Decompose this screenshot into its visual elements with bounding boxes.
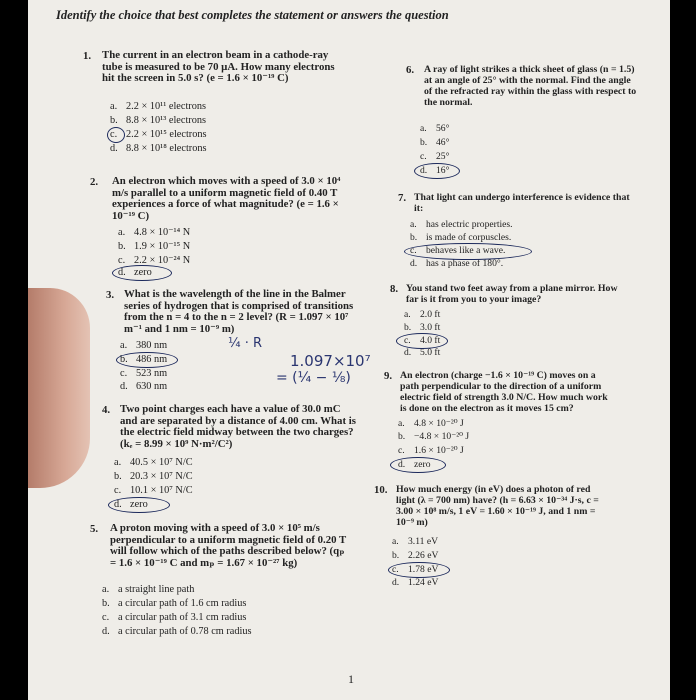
option-a[interactable]: a. 3.11 eV bbox=[392, 536, 439, 547]
option-a[interactable]: a. 56° bbox=[420, 123, 450, 134]
question-3-text: What is the wavelength of the line in the Balmer series of hydrogen that is comprised of transitions from the n = 4 to the n = 2 level? (R = 1.097 × 10⁷ m⁻¹ and 1 nm = 10⁻⁹ m) bbox=[124, 288, 354, 335]
option-c[interactable]: c. 4.0 ft bbox=[404, 335, 441, 346]
option-d[interactable]: d. 5.0 ft bbox=[404, 347, 441, 358]
option-a[interactable]: a. 2.2 × 10¹¹ electrons bbox=[110, 101, 207, 112]
option-b[interactable]: b. −4.8 × 10⁻²⁰ J bbox=[398, 431, 470, 442]
option-a[interactable]: a. a straight line path bbox=[102, 584, 195, 595]
option-d[interactable]: d. 1.24 eV bbox=[392, 577, 439, 588]
question-7-text: That light can undergo interference is evidence that it: bbox=[414, 192, 630, 214]
option-b[interactable]: b. 46° bbox=[420, 137, 450, 148]
option-d[interactable]: d. zero bbox=[114, 499, 148, 510]
question-number: 9. bbox=[384, 370, 393, 382]
option-a[interactable]: a. 40.5 × 10⁷ N/C bbox=[114, 457, 193, 468]
option-d[interactable]: d. a circular path of 0.78 cm radius bbox=[102, 626, 252, 637]
page-number: 1 bbox=[348, 672, 354, 686]
answer-circle-mark bbox=[404, 243, 532, 260]
question-number: 7. bbox=[398, 192, 407, 204]
question-number: 2. bbox=[90, 176, 99, 188]
option-a[interactable]: a. 2.0 ft bbox=[404, 309, 441, 320]
option-c[interactable]: c. 1.78 eV bbox=[392, 564, 439, 575]
option-b[interactable]: b. 20.3 × 10⁷ N/C bbox=[114, 471, 193, 482]
option-a[interactable]: a. 4.8 × 10⁻¹⁴ N bbox=[118, 227, 191, 238]
option-c[interactable]: c. 10.1 × 10⁷ N/C bbox=[114, 485, 193, 496]
option-c[interactable]: c. behaves like a wave. bbox=[410, 245, 506, 256]
option-c[interactable]: c. 25° bbox=[420, 151, 450, 162]
option-a[interactable]: a. 380 nm bbox=[120, 340, 168, 351]
question-6-text: A ray of light strikes a thick sheet of glass (n = 1.5) at an angle of 25° with the normal. Find the angle of the refracted ray within the glass with respect to the normal. bbox=[424, 64, 637, 108]
answer-circle-mark bbox=[414, 163, 460, 179]
option-c[interactable]: c. 1.6 × 10⁻²⁰ J bbox=[398, 445, 464, 456]
handwritten-note: 1.097×10⁷ bbox=[290, 352, 371, 370]
option-c[interactable]: c. 2.2 × 10¹⁵ electrons bbox=[110, 129, 207, 140]
option-b[interactable]: b. is made of corpuscles. bbox=[410, 232, 512, 243]
option-b[interactable]: b. 8.8 × 10¹³ electrons bbox=[110, 115, 207, 126]
option-a[interactable]: a. has electric properties. bbox=[410, 219, 513, 230]
option-c[interactable]: c. 2.2 × 10⁻²⁴ N bbox=[118, 255, 191, 266]
option-c[interactable]: c. a circular path of 3.1 cm radius bbox=[102, 612, 247, 623]
answer-circle-mark bbox=[388, 562, 450, 578]
page-title: Identify the choice that best completes the statement or answers the question bbox=[56, 8, 449, 22]
question-2-text: An electron which moves with a speed of 3.0 × 10⁴ m/s parallel to a uniform magnetic field of 0.40 T experiences a force of what magnitude? (e = 1.6 × 10⁻¹⁹ C) bbox=[112, 175, 341, 222]
question-8-text: You stand two feet away from a plane mirror. How far is it from you to your image? bbox=[406, 283, 618, 305]
question-number: 3. bbox=[106, 289, 115, 301]
option-b[interactable]: b. 3.0 ft bbox=[404, 322, 441, 333]
question-number: 6. bbox=[406, 64, 415, 76]
handwritten-note: ¼ · R bbox=[228, 336, 263, 351]
answer-circle-mark bbox=[112, 265, 172, 281]
option-d[interactable]: d. has a phase of 180°. bbox=[410, 258, 504, 269]
question-number: 8. bbox=[390, 283, 399, 295]
handwritten-note: = (¼ − ⅛) bbox=[276, 370, 351, 386]
option-c[interactable]: c. 523 nm bbox=[120, 368, 168, 379]
question-10-text: How much energy (in eV) does a photon of red light (λ = 700 nm) have? (h = 6.63 × 10⁻³⁴ J·s, c = 3.00 × 10⁸ m/s, 1 eV = 1.60 × 10⁻¹⁹ J, and 1 nm = 10⁻⁹ m) bbox=[396, 484, 599, 528]
answer-circle-mark bbox=[108, 497, 170, 513]
option-b[interactable]: b. a circular path of 1.6 cm radius bbox=[102, 598, 247, 609]
answer-circle-mark bbox=[116, 352, 178, 368]
question-number: 10. bbox=[374, 484, 388, 496]
option-d[interactable]: d. 630 nm bbox=[120, 381, 168, 392]
question-1-text: The current in an electron beam in a cathode-ray tube is measured to be 70 µA. How many electrons hit the screen in 5.0 s? (e = 1.6 × 10⁻¹⁹ C) bbox=[102, 49, 335, 85]
option-d[interactable]: d. 16° bbox=[420, 165, 450, 176]
option-b[interactable]: b. 486 nm bbox=[120, 354, 168, 365]
question-5-text: A proton moving with a speed of 3.0 × 10⁵ m/s perpendicular to a uniform magnetic field of 0.20 T will follow which of the paths described below? (qₚ = 1.6 × 10⁻¹⁹ C and mₚ = 1.67 × 10⁻²⁷ kg) bbox=[110, 522, 347, 569]
worksheet-page bbox=[28, 0, 670, 700]
question-number: 1. bbox=[83, 50, 92, 62]
question-4-text: Two point charges each have a value of 30.0 mC and are separated by a distance of 4.00 cm. What is the electric field midway between the two charges? (kₑ = 8.99 × 10⁹ N·m²/C²) bbox=[120, 403, 356, 450]
option-b[interactable]: b. 2.26 eV bbox=[392, 550, 439, 561]
option-d[interactable]: d. 8.8 × 10¹⁸ electrons bbox=[110, 143, 207, 154]
answer-circle-mark bbox=[107, 127, 125, 143]
thumb-photo-overlay bbox=[28, 288, 90, 488]
question-number: 5. bbox=[90, 523, 99, 535]
answer-circle-mark bbox=[390, 457, 446, 473]
option-d[interactable]: d. zero bbox=[118, 267, 152, 278]
question-9-text: An electron (charge −1.6 × 10⁻¹⁹ C) moves on a path perpendicular to the direction of a uniform electric field of strength 3.0 N/C. How much work is done on the electron as it moves 15 cm? bbox=[400, 370, 608, 414]
option-a[interactable]: a. 4.8 × 10⁻²⁰ J bbox=[398, 418, 464, 429]
question-number: 4. bbox=[102, 404, 111, 416]
answer-circle-mark bbox=[396, 333, 448, 349]
option-b[interactable]: b. 1.9 × 10⁻¹⁵ N bbox=[118, 241, 191, 252]
option-d[interactable]: d. zero bbox=[398, 459, 431, 470]
